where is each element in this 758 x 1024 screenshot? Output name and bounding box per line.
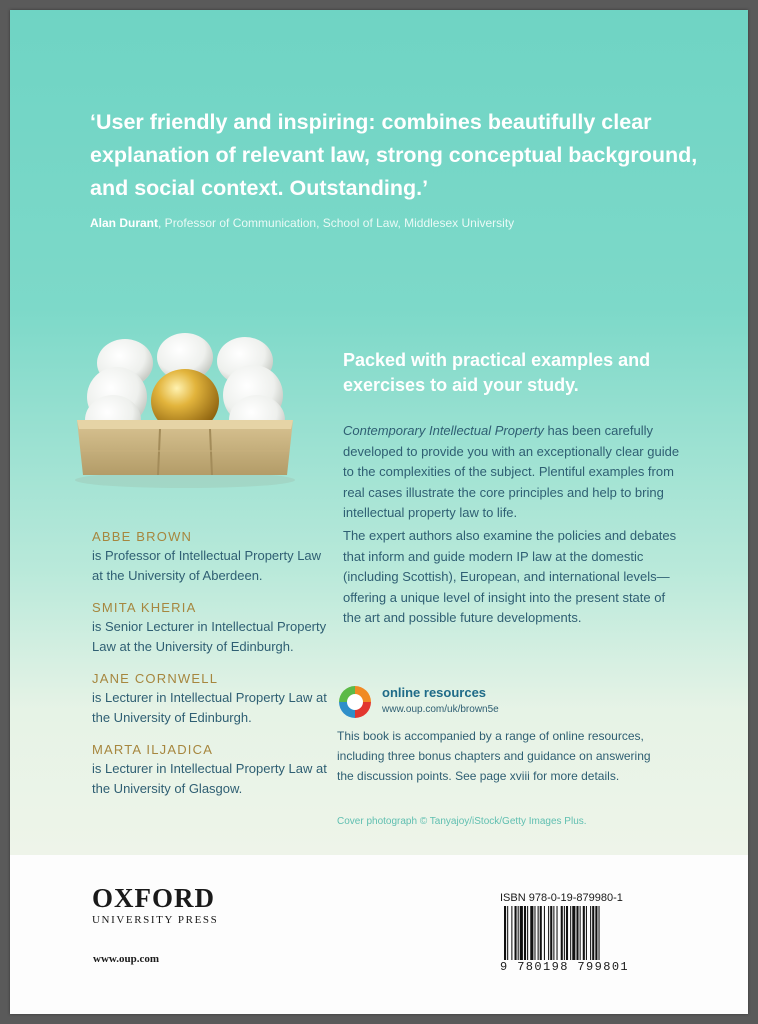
author-name: MARTA ILJADICA [92,742,214,757]
barcode-bar [511,906,512,960]
online-resources-url[interactable]: www.oup.com/uk/brown5e [382,704,499,715]
barcode-bar [583,906,585,960]
book-title: Contemporary Intellectual Property [343,423,544,438]
online-resources-icon [337,684,373,720]
barcode-bar [566,906,568,960]
barcode-bar [550,906,552,960]
author-bio: is Senior Lecturer in Intellectual Property Law at the University of Edinburgh. [92,619,327,654]
author-list [92,527,332,811]
barcode-bar [534,906,535,960]
author-entry [92,740,332,798]
author-bio: is Professor of Intellectual Property Law at the University of Aberdeen. [92,548,322,583]
barcode-bar [530,906,533,960]
endorsement-attribution [90,216,710,230]
photo-credit: Cover photograph © Tanyajoy/iStock/Getty Images Plus. [337,816,587,827]
author-name: SMITA KHERIA [92,600,197,615]
barcode-bar [515,906,517,960]
author-bio: is Lecturer in Intellectual Property Law at the University of Glasgow. [92,761,327,796]
author-entry [92,669,332,727]
author-bio: is Lecturer in Intellectual Property Law at the University of Edinburgh. [92,690,327,725]
barcode-bar [557,906,558,960]
blurb-paragraph-1 [343,421,683,524]
barcode-bar [580,906,581,960]
publisher-website[interactable]: www.oup.com [93,953,160,965]
barcode-bar [595,906,597,960]
publisher-subname: UNIVERSITY PRESS [92,914,219,926]
barcode-bar [599,906,600,960]
barcode-bar [590,906,591,960]
barcode-bar [561,906,563,960]
barcode-bar [538,906,539,960]
blurb-headline: Packed with practical examples and exercises to aid your study. [343,350,651,395]
barcode-bar [548,906,549,960]
publisher-logo: OXFORD [92,883,215,913]
barcode-bar [540,906,542,960]
barcode-bar [524,906,526,960]
online-resources-description: This book is accompanied by a range of online resources, including three bonus chapters and guidance on answering the discussion points. See page xviii for more details. [337,729,651,783]
blurb-paragraph-1-text: has been carefully developed to provide you with an exceptionally clear guide to the complexities of the subject. Plentiful examples from real cases illustrate the core principles and help to bring intellectual property law to life. [343,423,680,520]
endorser-name: Alan Durant [90,216,159,230]
isbn-label: ISBN 978-0-19-879980-1 [500,892,623,904]
barcode-bar [518,906,519,960]
online-resources-title: online resources [382,685,487,700]
author-name: JANE CORNWELL [92,671,219,686]
eggs-in-basket-image [65,325,305,495]
blurb-paragraph-2: The expert authors also examine the policies and debates that inform and guide modern IP law at the domestic (including Scottish), European, and international levels—offering a unique level of insight into the present state of the art and possible future developments. [343,528,677,625]
endorsement-quote: ‘User friendly and inspiring: combines beautifully clear explanation of relevant law, strong conceptual background, and social context. Outstanding.’ [90,110,698,200]
barcode-bar [520,906,523,960]
barcode-bar [576,906,578,960]
author-entry [92,598,332,656]
barcode-bar [504,906,506,960]
author-entry [92,527,332,585]
barcode-bar [527,906,528,960]
barcode-digits: 9 780198 799801 [500,960,630,974]
barcode-bar [592,906,594,960]
endorser-affiliation: , Professor of Communication, School of Law, Middlesex University [158,216,515,230]
barcode-bar [553,906,554,960]
book-back-cover [10,10,748,1014]
barcode-bar [572,906,575,960]
barcode-bar [586,906,587,960]
barcode-bar [564,906,565,960]
barcode-bar [544,906,545,960]
barcode-image [500,906,640,960]
barcode-bar [507,906,508,960]
author-name: ABBE BROWN [92,529,193,544]
barcode-bar [570,906,571,960]
